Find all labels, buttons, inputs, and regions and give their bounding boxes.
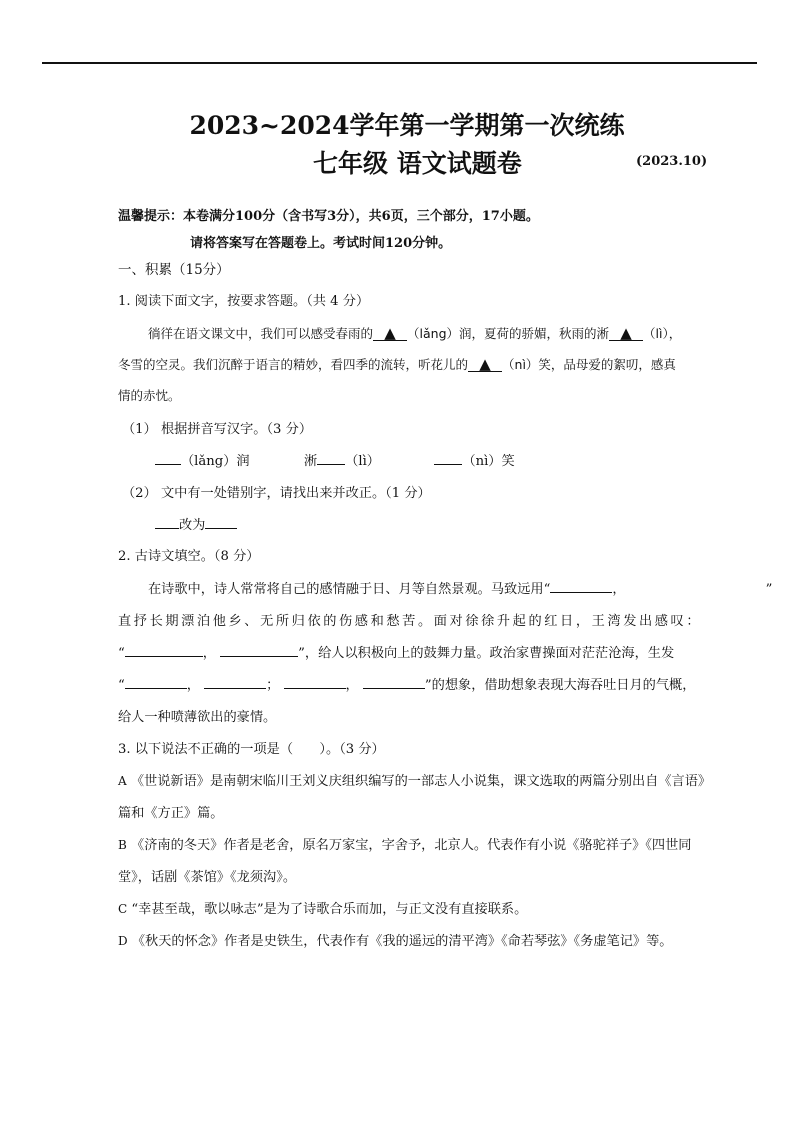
header-rule bbox=[42, 62, 757, 64]
q3-option-a-cont: 篇和《方正》篇。 bbox=[118, 806, 224, 821]
q1-passage-line-1 bbox=[148, 324, 681, 342]
answer-triangle-2[interactable]: ▲ bbox=[609, 326, 643, 341]
notice-line-1: 温馨提示：本卷满分100分（含书写3分），共6页，三个部分，17小题。 bbox=[118, 209, 539, 224]
q1-sub2-answer bbox=[155, 514, 237, 533]
q2-line-1 bbox=[148, 578, 772, 597]
q2-stem: 2. 古诗文填空。（8 分） bbox=[118, 549, 260, 564]
passage-text: （nì）笑，品母爱的絮叨，感真 bbox=[502, 357, 676, 372]
option-key: C bbox=[118, 902, 128, 916]
prefix-xi: 淅 bbox=[303, 454, 318, 469]
answer-triangle-3[interactable]: ▲ bbox=[468, 357, 502, 372]
q2-text: ”，给人以积极向上的鼓舞力量。政治家曹操面对茫茫沧海，生发 bbox=[298, 646, 675, 661]
section-heading: 一、积累（15分） bbox=[118, 262, 230, 278]
notice-line-2: 请将答案写在答题卷上。考试时间120分钟。 bbox=[190, 236, 452, 251]
q1-stem: 1. 阅读下面文字，按要求答题。（共 4 分） bbox=[118, 294, 370, 309]
option-key: A bbox=[118, 774, 127, 788]
q2-text: “ bbox=[118, 678, 125, 693]
blank-lang[interactable] bbox=[155, 452, 181, 465]
q2-text: ” bbox=[765, 582, 773, 597]
q2-text: ， bbox=[612, 582, 626, 597]
q2-text: “ bbox=[118, 646, 125, 661]
option-text: “幸甚至哉，歌以咏志”是为了诗歌合乐而加，与正文没有直接联系。 bbox=[131, 902, 528, 917]
q3-stem: 3. 以下说法不正确的一项是（ ）。（3 分） bbox=[118, 742, 385, 757]
exam-date: (2023.10) bbox=[636, 154, 708, 169]
q3-option-c[interactable] bbox=[118, 898, 527, 917]
blank-q2-5[interactable] bbox=[204, 676, 266, 689]
q2-line-4 bbox=[118, 674, 695, 693]
change-to-label: 改为 bbox=[179, 518, 206, 533]
q1-sub1-label: （1） 根据拼音写汉字。（3 分） bbox=[122, 422, 313, 437]
pinyin-ni: （nì）笑 bbox=[462, 454, 515, 469]
passage-text: （lǎng）润，夏荷的骄媚，秋雨的淅 bbox=[407, 326, 610, 341]
option-text: 《世说新语》是南朝宋临川王刘义庆组织编写的一部志人小说集，课文选取的两篇分别出自《言语》 bbox=[130, 774, 712, 789]
q2-line-5: 给人一种喷薄欲出的豪情。 bbox=[118, 710, 277, 725]
exam-title: 2023~2024学年第一学期第一次统练 bbox=[189, 111, 625, 140]
blank-q2-7[interactable] bbox=[363, 676, 425, 689]
blank-ni[interactable] bbox=[434, 452, 462, 465]
q1-passage-line-3: 情的赤忱。 bbox=[118, 388, 181, 403]
pinyin-li: （lì） bbox=[345, 454, 380, 469]
q2-text: ”的想象，借助想象表现大海吞吐日月的气概， bbox=[424, 678, 696, 693]
q2-text: ； bbox=[266, 678, 280, 693]
q1-sub1-items bbox=[155, 450, 515, 469]
blank-wrong-char[interactable] bbox=[155, 516, 179, 529]
q3-option-b-cont: 堂》，话剧《茶馆》《龙须沟》。 bbox=[118, 870, 297, 885]
q1-sub2-label: （2） 文中有一处错别字，请找出来并改正。（1 分） bbox=[122, 486, 431, 501]
passage-text: 冬雪的空灵。我们沉醉于语言的精妙，看四季的流转，听花儿的 bbox=[118, 357, 469, 372]
pinyin-lang: （lǎng）润 bbox=[181, 454, 250, 469]
blank-li[interactable] bbox=[317, 452, 345, 465]
q2-text: 在诗歌中，诗人常常将自己的感情融于日、月等自然景观。马致远用“ bbox=[148, 582, 551, 597]
q3-option-a[interactable] bbox=[118, 770, 711, 789]
blank-q2-2[interactable] bbox=[125, 644, 203, 657]
option-text: 《济南的冬天》作者是老舍，原名万家宝，字舍予，北京人。代表作有小说《骆驼祥子》《四世同 bbox=[131, 838, 692, 853]
q2-line-3 bbox=[118, 642, 674, 661]
blank-q2-6[interactable] bbox=[284, 676, 346, 689]
blank-q2-4[interactable] bbox=[125, 676, 187, 689]
option-text: 《秋天的怀念》作者是史铁生，代表作有《我的遥远的清平湾》《命若琴弦》《务虚笔记》等。 bbox=[131, 934, 673, 949]
q3-option-b[interactable] bbox=[118, 834, 692, 853]
option-key: D bbox=[118, 934, 128, 948]
blank-q2-3[interactable] bbox=[220, 644, 298, 657]
q2-line-2: 直抒长期漂泊他乡、无所归依的伤感和愁苦。面对徐徐升起的红日，王湾发出感叹： bbox=[118, 614, 703, 629]
blank-q2-1[interactable] bbox=[550, 580, 612, 593]
q1-passage-line-2 bbox=[118, 355, 676, 373]
answer-triangle-1[interactable]: ▲ bbox=[373, 326, 407, 341]
q2-text: ， bbox=[202, 646, 216, 661]
passage-text: 徜徉在语文课文中，我们可以感受春雨的 bbox=[148, 326, 374, 341]
option-key: B bbox=[118, 838, 127, 852]
q2-text: ， bbox=[345, 678, 359, 693]
q3-option-d[interactable] bbox=[118, 930, 673, 949]
passage-text: （lì）， bbox=[643, 326, 682, 341]
exam-subtitle: 七年级 语文试题卷 bbox=[313, 149, 522, 178]
blank-correct-char[interactable] bbox=[205, 516, 237, 529]
q2-text: ， bbox=[186, 678, 200, 693]
